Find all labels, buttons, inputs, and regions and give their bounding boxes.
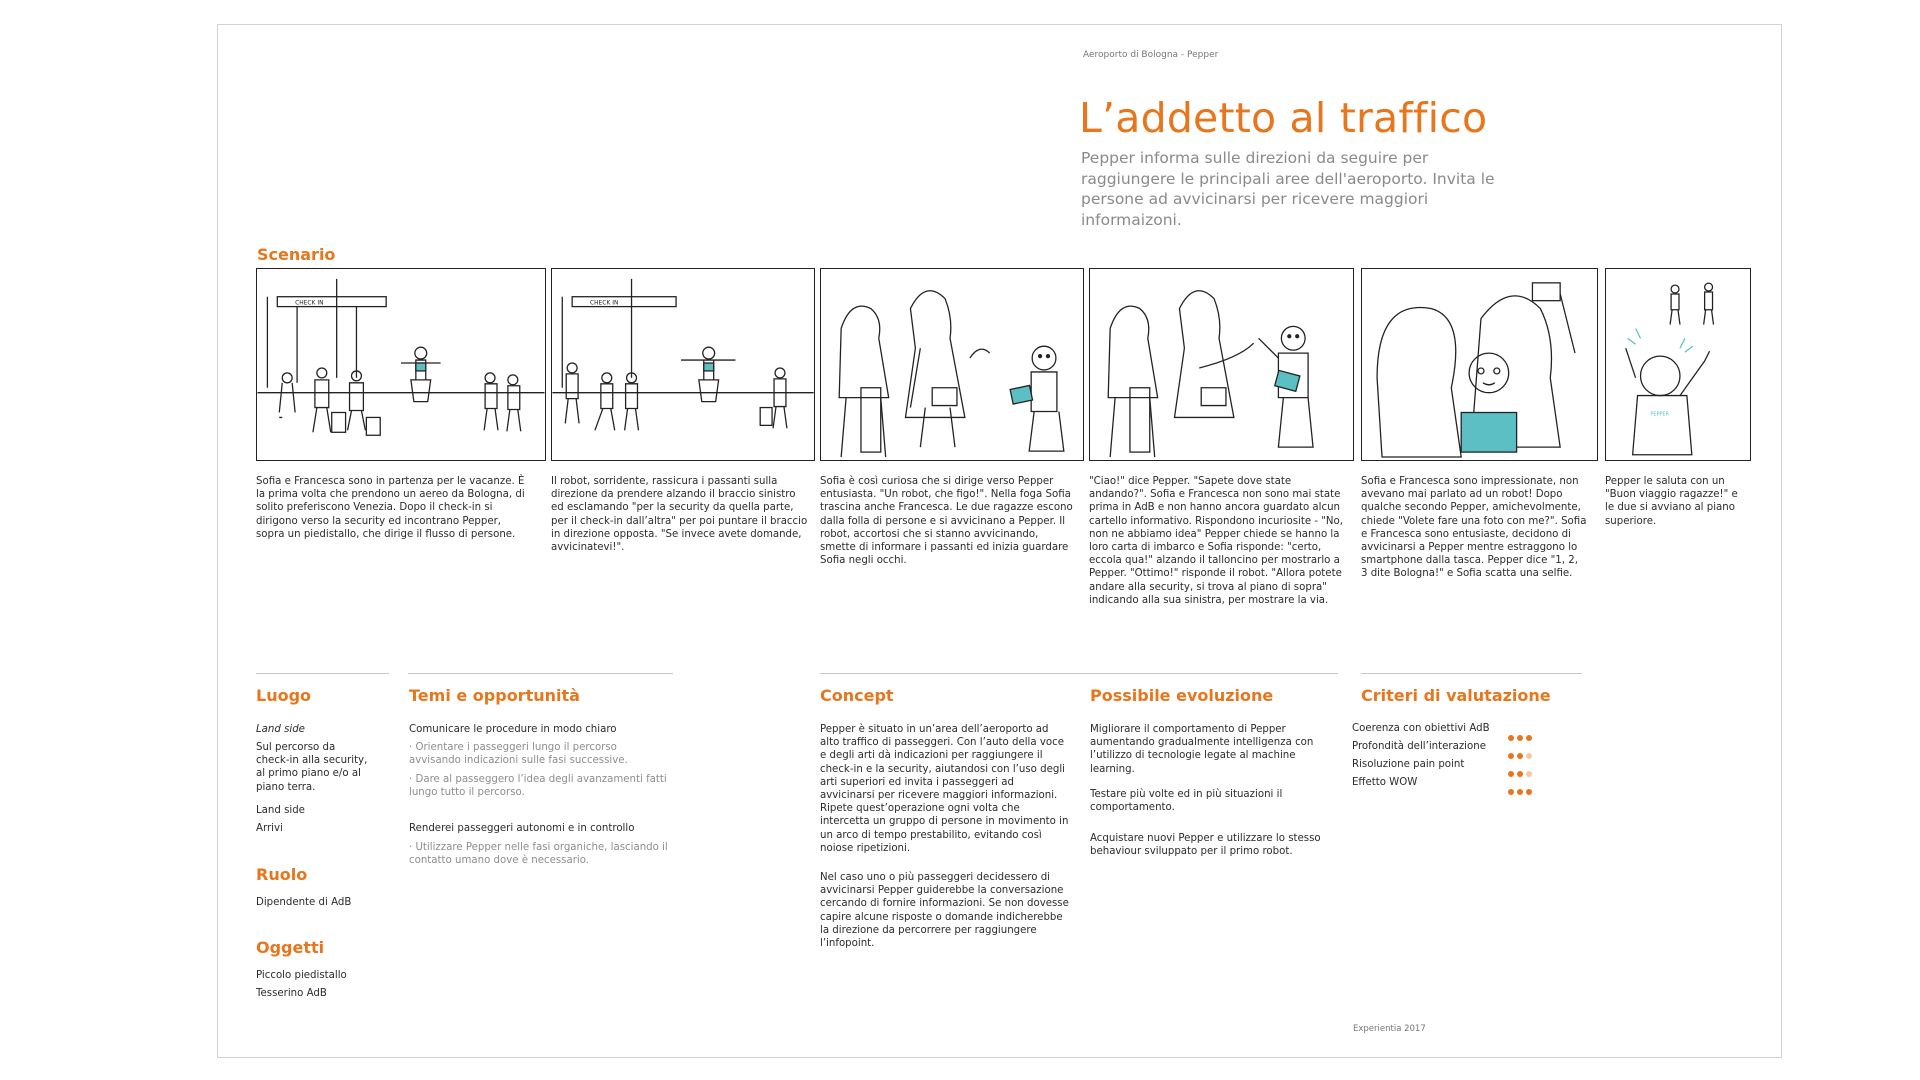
storyboard-panel-6 [1605, 268, 1751, 461]
concept-paragraph-2: Nel caso uno o più passeggeri decidessero di avvicinarsi Pepper guiderebbe la conversazione cercando di fornire informazioni. Se non dovesse capire alcune risposte o domande indicherebbe la direzione da percorrere per raggiungere l’infopoint. [820, 872, 1069, 950]
criteri-score [1508, 744, 1535, 763]
score-dot [1508, 789, 1514, 795]
criteri-score [1508, 780, 1535, 799]
luogo-extra-2: Arrivi [256, 823, 283, 834]
ruolo-heading: Ruolo [256, 865, 308, 884]
score-dot [1508, 771, 1514, 777]
concept-heading: Concept [820, 686, 894, 705]
panel-2-illustration [552, 269, 814, 460]
criteri-label: Coerenza con obiettivi AdB [1352, 723, 1490, 734]
temi-group-1: Comunicare le procedure in modo chiaro [409, 724, 617, 735]
score-dot [1517, 771, 1523, 777]
panel-2-caption: Il robot, sorridente, rassicura i passanti sulla direzione da prendere alzando il braccio sinistro ed esclamando "per la security da quella parte, per il check-in dall’altra" per poi puntare il braccio in direzione opposta. "Se invece avete domande, avvicinatevi!". [551, 476, 808, 554]
luogo-subtitle: Land side [256, 724, 305, 735]
storyboard-panel-1 [256, 268, 546, 461]
criteri-row [1352, 723, 1490, 734]
score-dot [1526, 735, 1532, 741]
checkin-sign: CHECK IN [295, 299, 324, 307]
evoluzione-paragraph-3: Acquistare nuovi Pepper e utilizzare lo stesso behaviour sviluppato per il primo robot. [1090, 833, 1321, 858]
panel-1-illustration [257, 269, 545, 460]
rule-temi [408, 673, 673, 674]
footer-credit: Experientia 2017 [1353, 1024, 1426, 1034]
temi-group-1-bullet-2: · Dare al passeggero l’idea degli avanzamenti fatti lungo tutto il percorso. [409, 774, 667, 799]
luogo-text: Sul percorso da check-in alla security, al primo piano e/o al piano terra. [256, 742, 368, 793]
luogo-extra-1: Land side [256, 805, 305, 816]
luogo-heading: Luogo [256, 686, 312, 705]
criteri-label: Profondità dell’interazione [1352, 741, 1486, 752]
storyboard-panel-4 [1089, 268, 1354, 461]
panel-4-illustration [1090, 269, 1353, 460]
evoluzione-heading: Possibile evoluzione [1090, 686, 1274, 705]
score-dot [1508, 735, 1514, 741]
panel-5-illustration [1362, 269, 1597, 460]
temi-heading: Temi e opportunità [409, 686, 580, 705]
oggetti-item-2: Tesserino AdB [256, 988, 327, 999]
criteri-score [1508, 762, 1535, 781]
criteri-row [1352, 741, 1486, 752]
temi-group-2-bullet-1: · Utilizzare Pepper nelle fasi organiche, lasciando il contatto umano dove è necessario. [409, 842, 668, 867]
oggetti-item-1: Piccolo piedistallo [256, 970, 347, 981]
page-title: L’addetto al traffico [1079, 94, 1488, 142]
checkin-sign: CHECK IN [589, 299, 619, 307]
panel-1-caption: Sofia e Francesca sono in partenza per le vacanze. È la prima volta che prendono un aereo da Bologna, di solito preferiscono Venezia. Dopo il check-in si dirigono verso la security ed incontrano Pepper, sopra un piedistallo, che dirige il flusso di persone. [256, 476, 525, 540]
score-dot [1508, 753, 1514, 759]
score-dot [1517, 753, 1523, 759]
criteri-label: Effetto WOW [1352, 777, 1418, 788]
score-dot [1517, 735, 1523, 741]
temi-group-2: Renderei passeggeri autonomi e in controllo [409, 823, 635, 834]
page-subtitle: Pepper informa sulle direzioni da seguire per raggiungere le principali aree dell'aeroporto. Invita le persone ad avvicinarsi per ricevere maggiori informaizoni. [1081, 149, 1495, 229]
concept-paragraph-1: Pepper è situato in un’area dell’aeroporto ad alto traffico di passeggeri. Con l’auto della voce e degli arti dà indicazioni per raggiungere il check-in e la security, aiutandosi con l’uso degli arti superiori ed invita i passeggeri ad avvicinarsi per ricevere maggiori informazioni. Ripete quest’operazione ogni volta che intercetta un gruppo di persone in movimento in un arco di tempo prestabilito, evitando così noiose ripetizioni. [820, 724, 1069, 854]
ruolo-text: Dipendente di AdB [256, 897, 352, 908]
oggetti-heading: Oggetti [256, 938, 325, 957]
score-dot [1526, 753, 1532, 759]
evoluzione-paragraph-2: Testare più volte ed in più situazioni il comportamento. [1090, 789, 1283, 814]
panel-5-caption: Sofia e Francesca sono impressionate, non avevano mai parlato ad un robot! Dopo qualche secondo Pepper, amichevolmente, chiede "Volete fare una foto con me?". Sofia e Francesca sono entusiaste, decidono di avvicinarsi a Pepper mentre estraggono lo smartphone dalla tasca. Pepper dice "1, 2, 3 dite Bologna!" e Sofia scatta una selfie. [1361, 476, 1587, 580]
evoluzione-paragraph-1: Migliorare il comportamento di Pepper aumentando gradualmente intelligenza con l’utilizzo di tecnologie legate al machine learning. [1090, 724, 1314, 775]
criteri-row [1352, 759, 1464, 770]
score-dot [1526, 771, 1532, 777]
criteri-heading: Criteri di valutazione [1361, 686, 1551, 705]
temi-group-1-bullet-1: · Orientare i passeggeri lungo il percorso avvisando indicazioni sulle fasi successive. [409, 742, 628, 767]
rule-criteri [1361, 673, 1582, 674]
panel-6-illustration [1606, 269, 1750, 460]
panel-3-illustration [821, 269, 1083, 460]
criteri-label: Risoluzione pain point [1352, 759, 1465, 770]
rule-concept [820, 673, 1338, 674]
panel-3-caption: Sofia è così curiosa che si dirige verso Pepper entusiasta. "Un robot, che figo!". Nella foga Sofia trascina anche Francesca. Le due ragazze escono dalla folla di persone e si avvicinano a Pepper. Il robot, accortosi che si stanno avvicinando, smette di informare i passanti ed inizia guardare Sofia negli occhi. [820, 476, 1073, 567]
criteri-score [1508, 726, 1535, 745]
panel-6-caption: Pepper le saluta con un "Buon viaggio ragazze!" e le due si avviano al piano superiore. [1605, 476, 1738, 527]
storyboard-panel-2 [551, 268, 815, 461]
storyboard-panel-3 [820, 268, 1084, 461]
robot-label: PEPPER [1650, 411, 1669, 418]
scenario-label: Scenario [257, 245, 336, 264]
score-dot [1526, 789, 1532, 795]
criteri-row [1352, 777, 1417, 788]
rule-luogo [256, 673, 389, 674]
score-dot [1517, 789, 1523, 795]
panel-4-caption: "Ciao!" dice Pepper. "Sapete dove state andando?". Sofia e Francesca non sono mai state prima in AdB e non hanno ancora guardato alcun cartello informativo. Rispondono incuriosite - "No, non ne abbiamo idea" Pepper chiede se hanno la loro carta di imbarco e Sofia risponde: "certo, eccola qua!" alzando il talloncino per mostrarlo a Pepper. "Ottimo!" risponde il robot. "Allora potete andare alla security, si trova al piano di sopra" indicando alla sua sinistra, per mostrare la via. [1089, 476, 1344, 606]
storyboard-panel-5 [1361, 268, 1598, 461]
header-small: Aeroporto di Bologna - Pepper [1083, 50, 1219, 60]
